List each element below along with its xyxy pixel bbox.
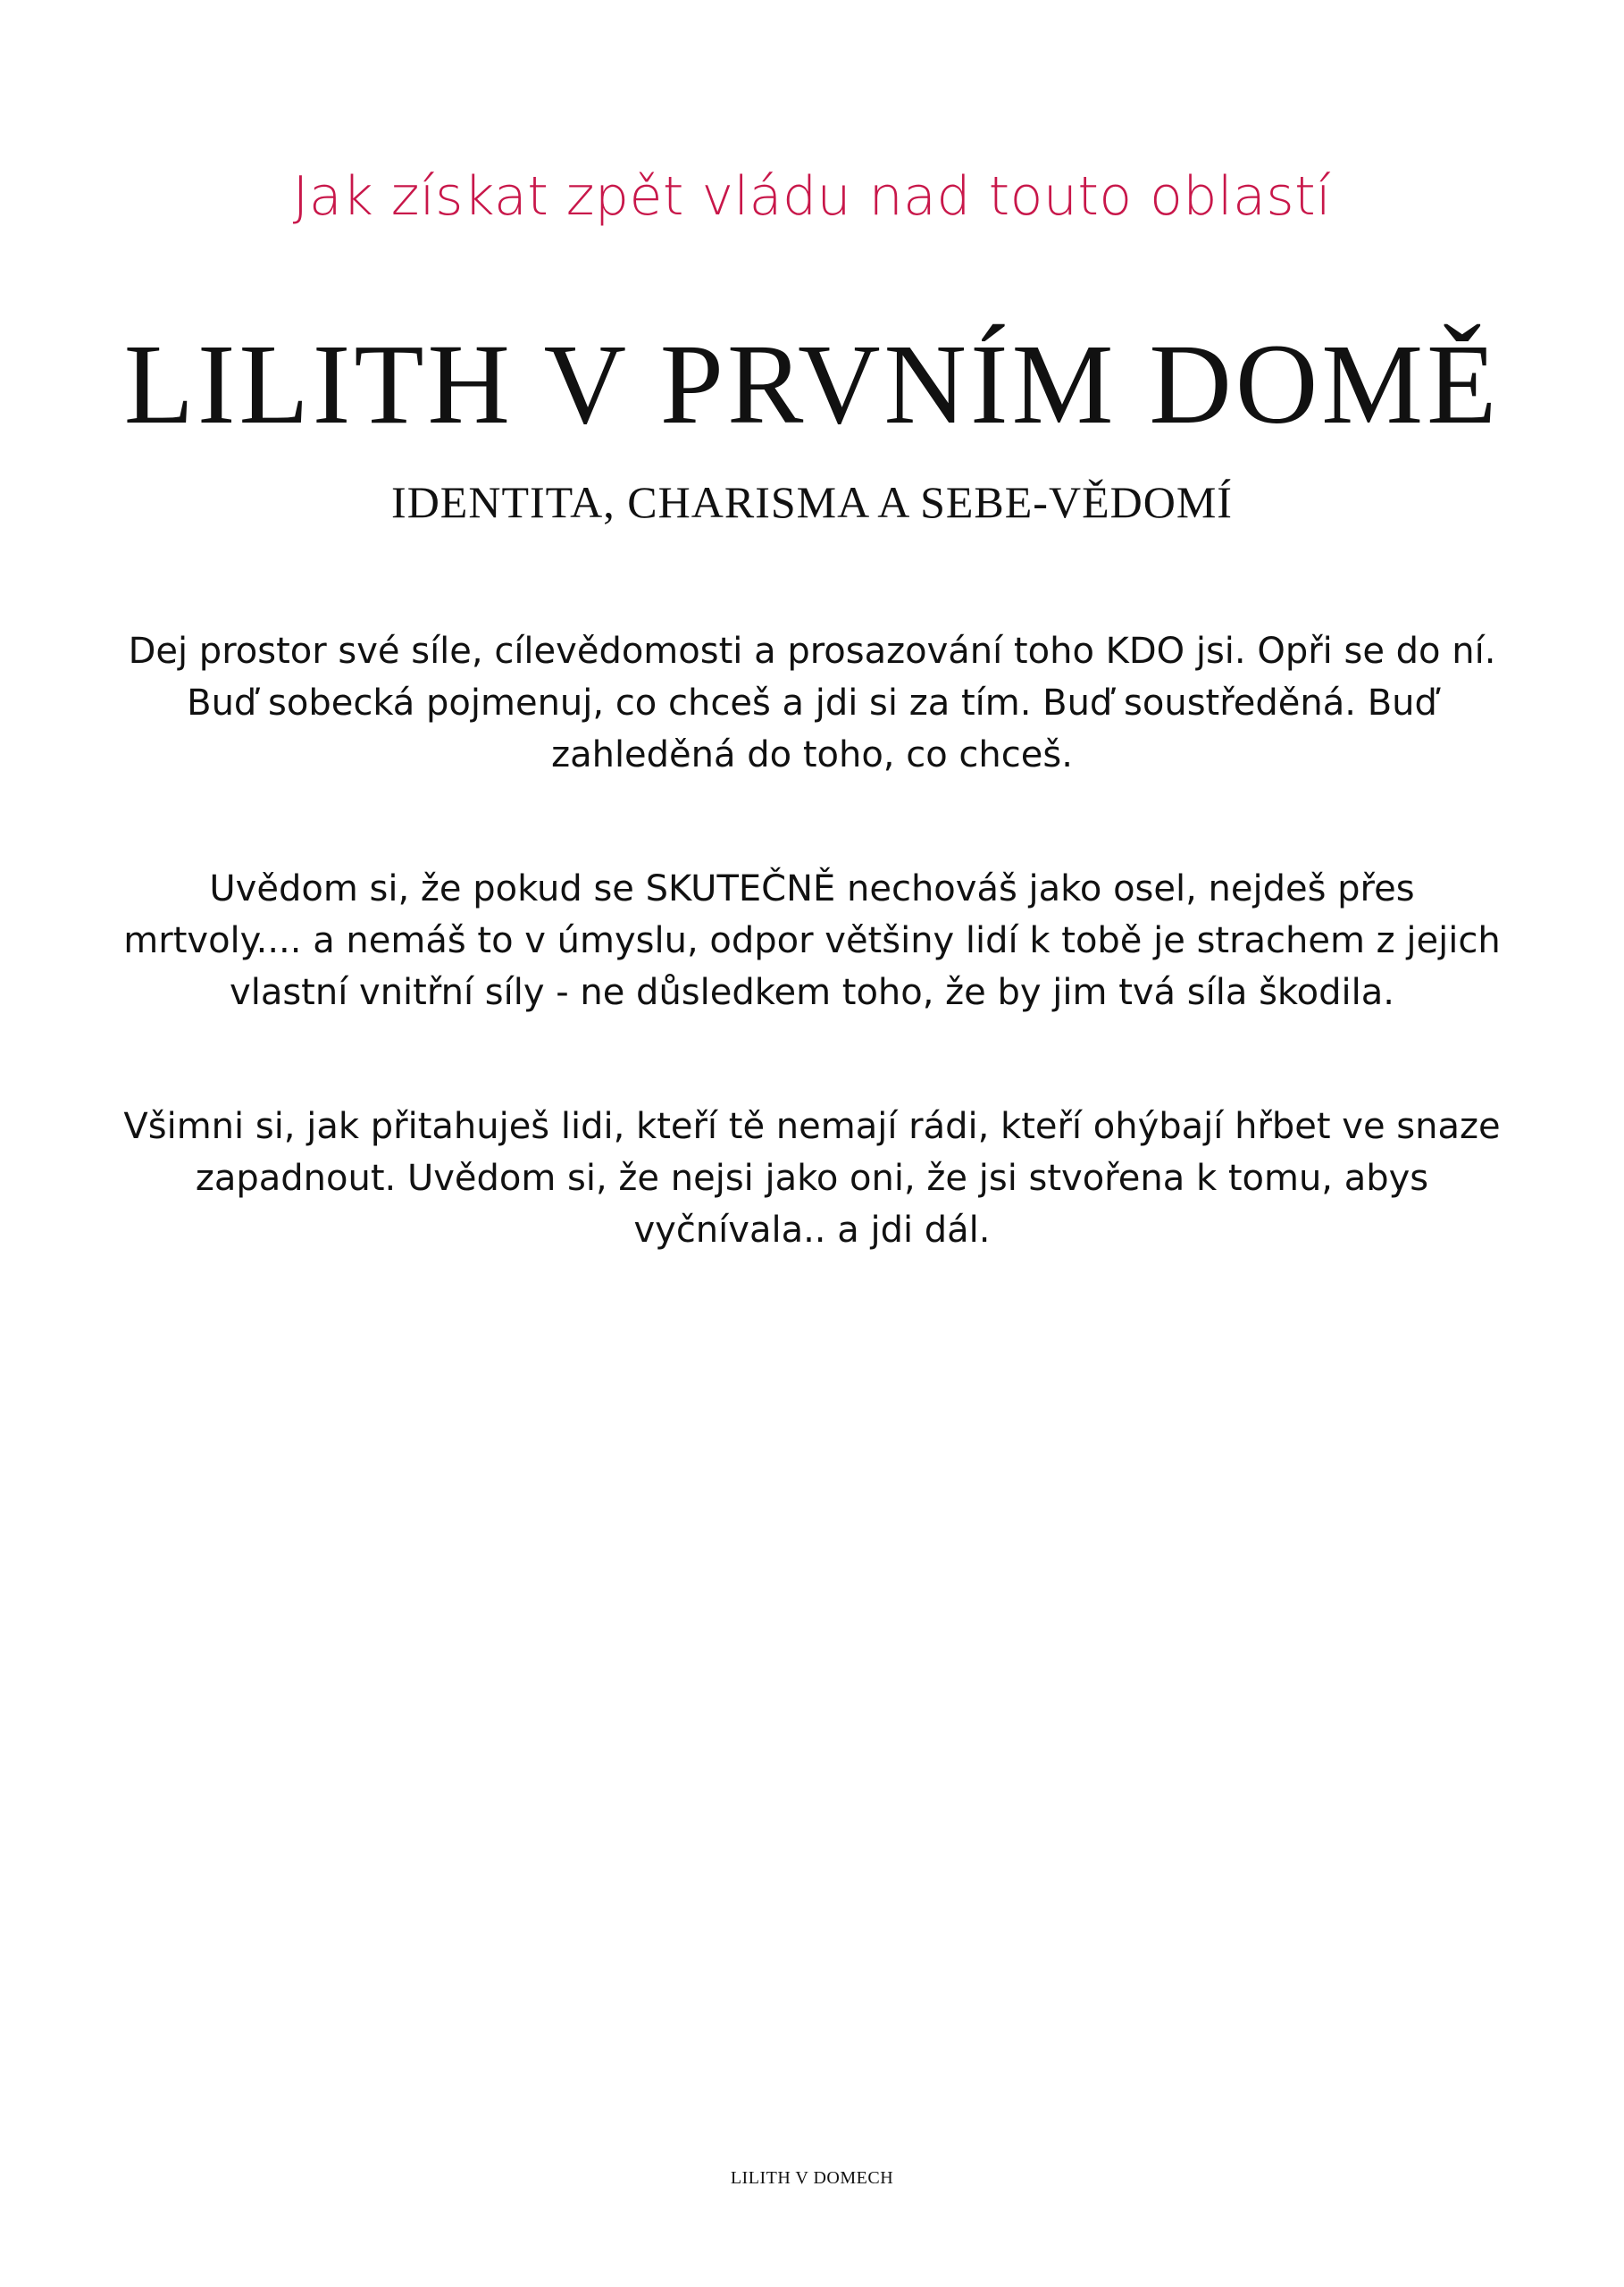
paragraph-line: vlastní vnitřní síly - ne důsledkem toho, že by jim tvá síla škodila. — [230, 972, 1394, 1013]
paragraph-1 — [89, 625, 1535, 781]
paragraph-line: Všimni si, jak přitahuješ lidi, kteří tě nemají rádi, kteří ohýbají hřbet ve snaze — [123, 1106, 1501, 1147]
paragraph-line: zapadnout. Uvědom si, že nejsi jako oni, že jsi stvořena k tomu, abys — [195, 1158, 1429, 1199]
paragraph-line: zahleděná do toho, co chceš. — [551, 734, 1073, 775]
page-footer: LILITH V DOMECH — [730, 2168, 894, 2188]
paragraph-3 — [89, 1101, 1535, 1256]
paragraph-line: Buď sobecká pojmenuj, co chceš a jdi si za tím. Buď soustředěná. Buď — [187, 683, 1437, 724]
paragraph-line: Dej prostor své síle, cílevědomosti a prosazování toho KDO jsi. Opři se do ní. — [128, 631, 1496, 672]
paragraph-line: vyčnívala.. a jdi dál. — [633, 1210, 991, 1251]
page-subtitle: IDENTITA, CHARISMA A SEBE-VĚDOMÍ — [391, 477, 1233, 527]
kicker-heading: Jak získat zpět vládu nad touto oblastí — [292, 165, 1332, 228]
body-text — [89, 625, 1535, 1338]
page-title: LILITH V PRVNÍM DOMĚ — [123, 321, 1501, 448]
paragraph-line: mrtvoly.... a nemáš to v úmyslu, odpor většiny lidí k tobě je strachem z jejich — [123, 920, 1501, 961]
paragraph-2 — [89, 863, 1535, 1018]
paragraph-line: Uvědom si, že pokud se SKUTEČNĚ nechováš jako osel, nejdeš přes — [209, 868, 1415, 909]
